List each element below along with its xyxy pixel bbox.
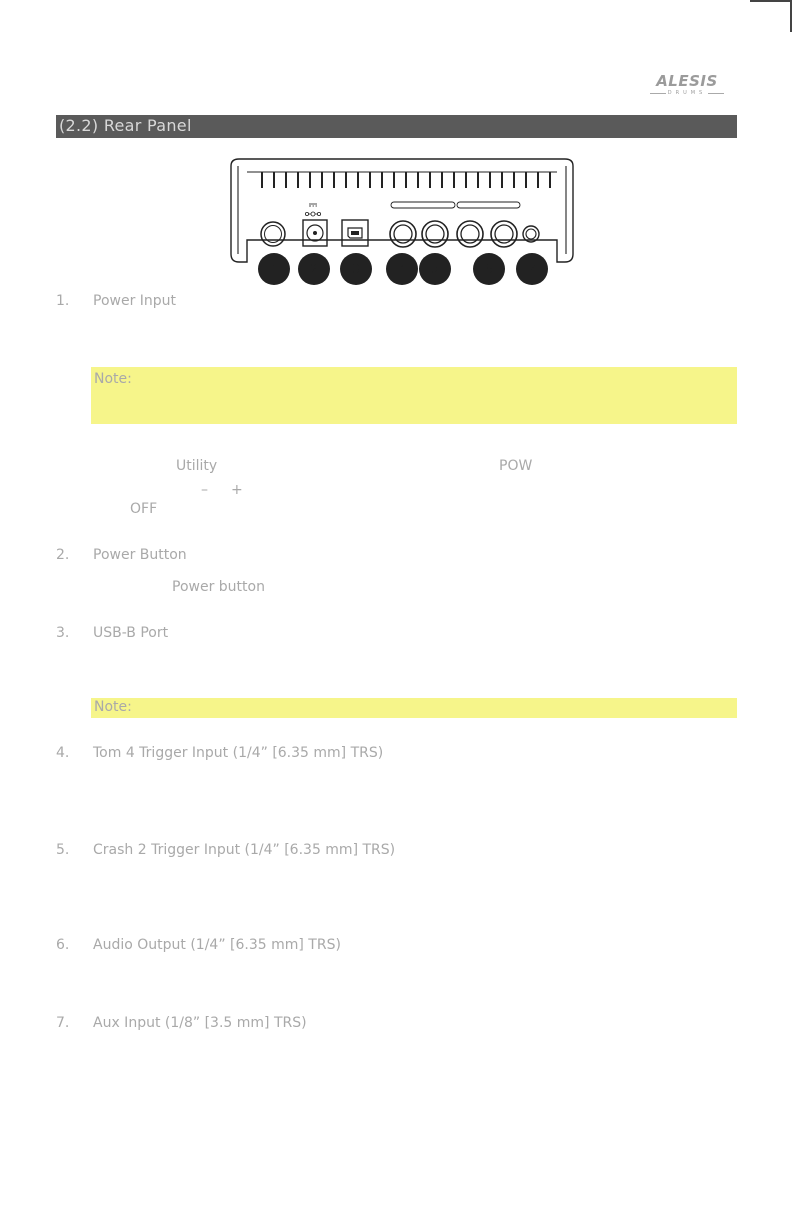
item-number: 5. bbox=[56, 842, 70, 858]
item-number: 1. bbox=[56, 293, 70, 309]
callout-2: 2 bbox=[310, 262, 318, 276]
alesis-logo bbox=[648, 72, 726, 98]
item-tom4-trigger-input bbox=[56, 745, 383, 761]
note-label: Note: bbox=[94, 371, 132, 387]
callout-6: 6 bbox=[485, 262, 493, 276]
callout-4: 4 bbox=[398, 262, 406, 276]
note-box-1 bbox=[91, 367, 737, 424]
item-usb-b-port bbox=[56, 625, 168, 641]
callout-3: 3 bbox=[352, 262, 360, 276]
logo-wordmark: ALESIS bbox=[656, 72, 718, 90]
minus-text: – bbox=[201, 482, 208, 498]
plus-text: + bbox=[231, 482, 243, 498]
item-number: 3. bbox=[56, 625, 70, 641]
item-audio-output bbox=[56, 937, 341, 953]
item-title: Power Button bbox=[93, 547, 187, 563]
callout-5: 5 bbox=[431, 262, 439, 276]
utility-text: Utility bbox=[176, 458, 218, 474]
item-number: 7. bbox=[56, 1015, 70, 1031]
item-title: Aux Input (1/8” [3.5 mm] TRS) bbox=[93, 1015, 307, 1031]
note-label: Note: bbox=[94, 699, 132, 715]
logo-subtitle: DRUMS bbox=[667, 90, 707, 96]
item-title: Crash 2 Trigger Input (1/4” [6.35 mm] TRS) bbox=[93, 842, 396, 858]
crop-mark bbox=[750, 0, 792, 2]
item-power-button bbox=[56, 547, 187, 563]
item-title: Tom 4 Trigger Input (1/4” [6.35 mm] TRS) bbox=[93, 745, 384, 761]
item-title: Power Input bbox=[93, 293, 177, 309]
off-text: OFF bbox=[130, 501, 158, 517]
callout-1: 1 bbox=[270, 262, 278, 276]
item-number: 6. bbox=[56, 937, 70, 953]
item-title: USB-B Port bbox=[93, 625, 169, 641]
pow-text: POW bbox=[499, 458, 533, 474]
callout-7: 7 bbox=[528, 262, 536, 276]
note-box-2 bbox=[91, 698, 737, 718]
power-button-text: Power button bbox=[172, 579, 265, 595]
item-title: Audio Output (1/4” [6.35 mm] TRS) bbox=[93, 937, 341, 953]
section-header-bar bbox=[56, 115, 737, 138]
item-aux-input bbox=[56, 1015, 307, 1031]
logo-line-right bbox=[708, 93, 724, 94]
rear-panel-diagram bbox=[229, 158, 575, 286]
section-title: (2.2) Rear Panel bbox=[59, 116, 192, 135]
item-crash2-trigger-input bbox=[56, 842, 395, 858]
item-number: 2. bbox=[56, 547, 70, 563]
item-number: 4. bbox=[56, 745, 70, 761]
item-power-input bbox=[56, 293, 176, 309]
